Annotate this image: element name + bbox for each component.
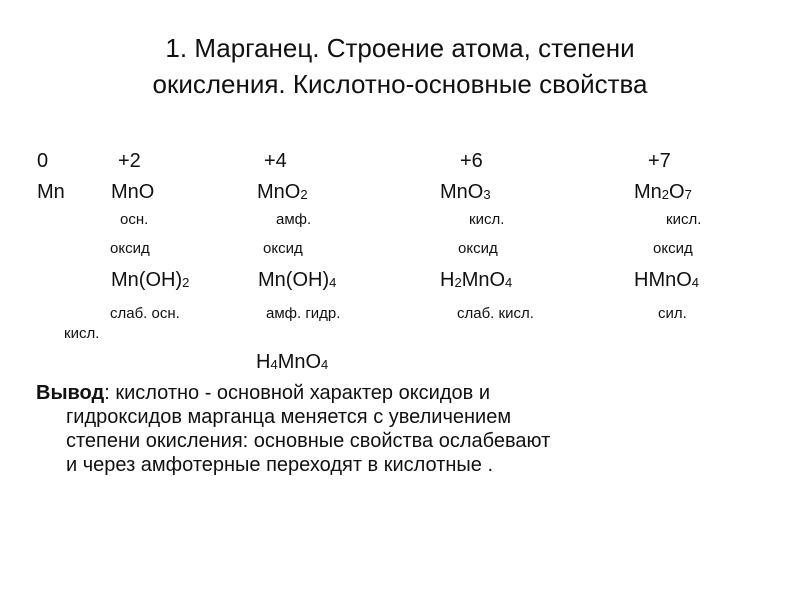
oxide-formula-mn2o7: $Mn_2O_7$ — [634, 181, 692, 203]
acid-hmno4: HMnO$_4$ — [634, 269, 700, 291]
oxidation-state-2: +2 — [118, 150, 141, 172]
oxide-formula-mno2: MnO$_2$ — [257, 181, 308, 203]
conclusion-line-2: гидроксидов марганца меняется с увеличением — [66, 406, 512, 428]
conclusion-line-4: и через амфотерные переходят в кислотные . — [66, 454, 494, 476]
oxidation-state-6: +6 — [460, 150, 483, 172]
oxide-formula-mno3: MnO$_3$ — [440, 181, 491, 203]
oxide-type-acidic-6: кисл. — [469, 211, 505, 228]
oxide-type-acidic-7: кисл. — [666, 211, 702, 228]
hydroxide-mn-oh-2: $Mn(OH)_2$ — [111, 269, 190, 291]
conclusion-line-3: степени окисления: основные свойства ослабевают — [66, 430, 551, 452]
oxidation-state-0: 0 — [37, 150, 49, 172]
conclusion-paragraph — [36, 381, 776, 477]
oxide-word-1: оксид — [110, 240, 150, 257]
hydroxide-type-weak-acid: слаб. кисл. — [457, 305, 534, 322]
conclusion-line-1: Вывод: кислотно - основной характер оксидов и — [36, 382, 491, 404]
oxide-word-2: оксид — [263, 240, 303, 257]
oxide-word-3: оксид — [458, 240, 498, 257]
slide-title — [0, 30, 800, 102]
title-line-2: окисления. Кислотно-основные свойства — [152, 69, 648, 99]
oxide-formula-mno: MnO — [111, 181, 155, 203]
oxidation-state-4: +4 — [264, 150, 287, 172]
acid-h2mno4: $H_2MnO_4$ — [440, 269, 513, 291]
title-line-1: 1. Марганец. Строение атома, степени — [165, 33, 635, 63]
hydroxide-mn-oh-4: $Mn(OH)_4$ — [258, 269, 337, 291]
oxide-type-basic: осн. — [120, 211, 149, 228]
conclusion-label: Вывод — [36, 382, 105, 404]
hydroxide-type-wrap-acid: кисл. — [64, 325, 100, 342]
oxide-word-4: оксид — [653, 240, 693, 257]
hydroxide-type-weak-basic: слаб. осн. — [110, 305, 180, 322]
hydroxide-type-strong: сил. — [658, 305, 687, 322]
element-symbol: Mn — [37, 181, 65, 203]
acid-h4mno4: $H_4MnO_4$ — [256, 351, 329, 373]
oxidation-state-7: +7 — [648, 150, 671, 172]
oxide-type-amphoteric: амф. — [276, 211, 312, 228]
hydroxide-type-amphoteric: амф. гидр. — [266, 305, 341, 322]
